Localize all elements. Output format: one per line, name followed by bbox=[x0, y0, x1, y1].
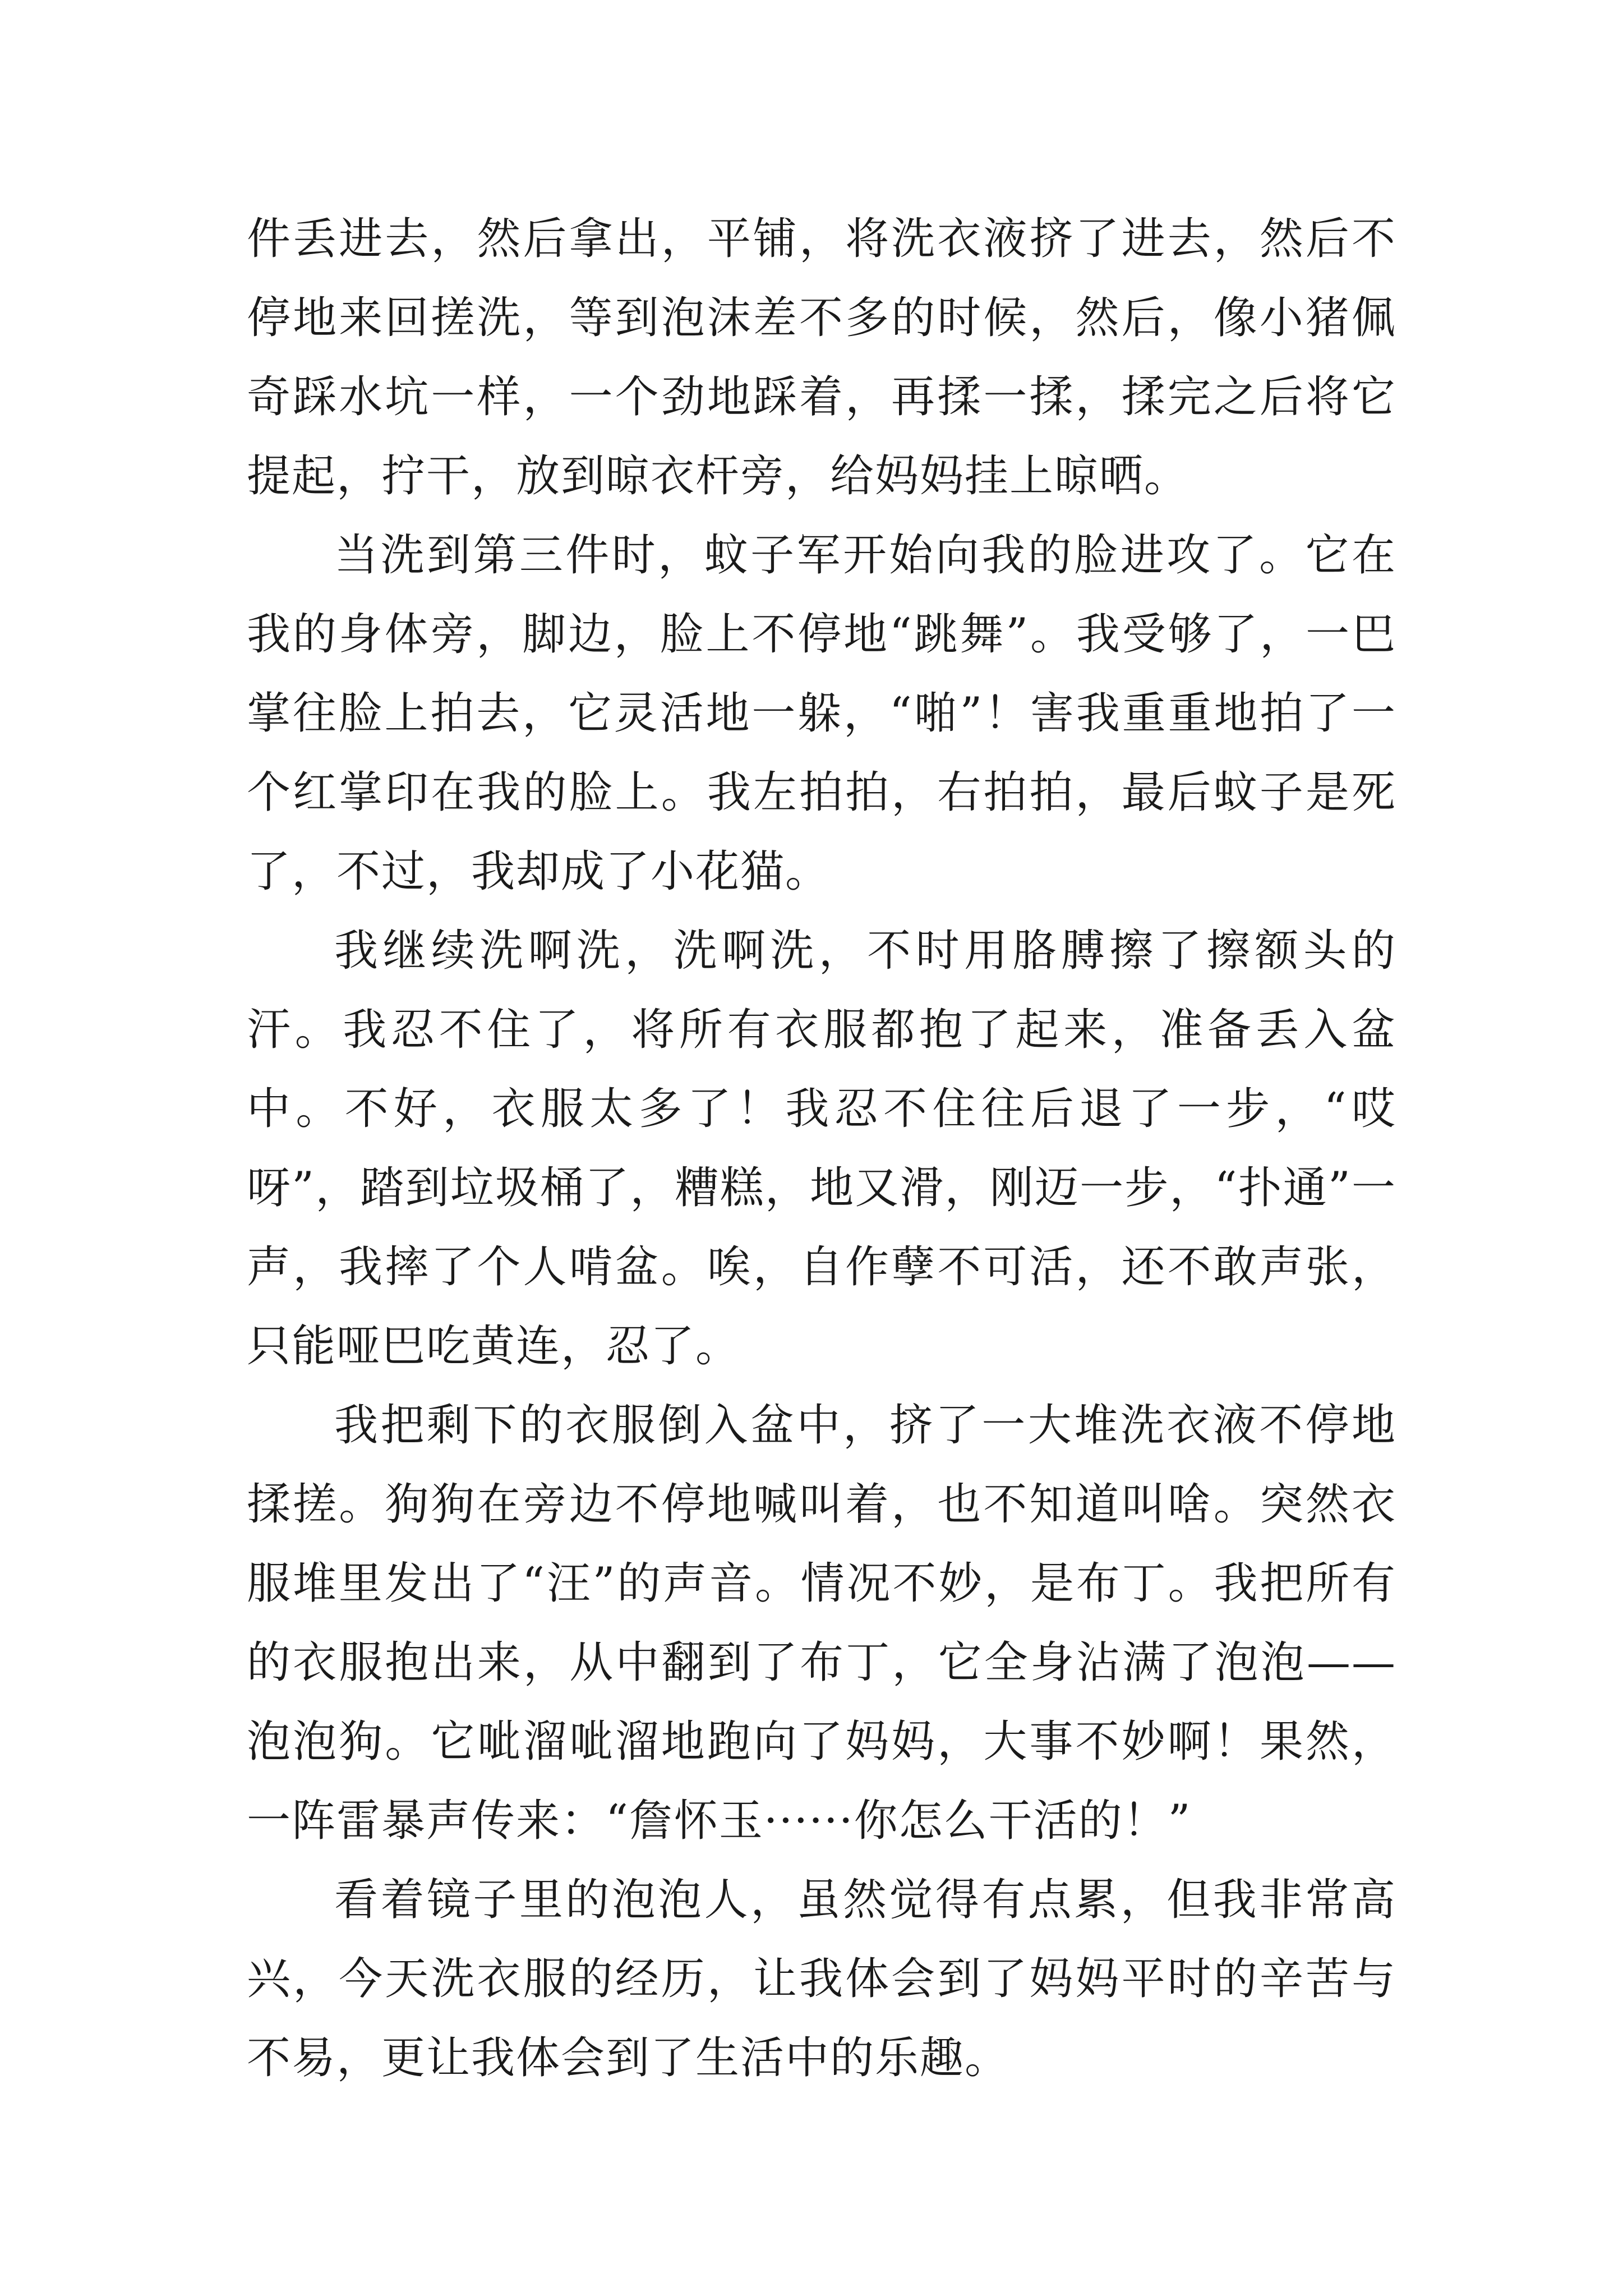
paragraph-1: 件丢进去，然后拿出，平铺，将洗衣液挤了进去，然后不停地来回搓洗，等到泡沫差不多的时候，然后，像小猪佩奇踩水坑一样，一个劲地踩着，再揉一揉，揉完之后将它提起，拧干，放到晾衣杆旁，给妈妈挂上晾晒。 bbox=[247, 214, 1396, 501]
paragraph-2: 当洗到第三件时，蚊子军开始向我的脸进攻了。它在我的身体旁，脚边，脸上不停地“跳舞”。我受够了，一巴掌往脸上拍去，它灵活地一躲，“啪”！害我重重地拍了一个红掌印在我的脸上。我左拍拍，右拍拍，最后蚊子是死了，不过，我却成了小花猫。 bbox=[247, 530, 1396, 897]
essay-body bbox=[247, 200, 1396, 2098]
paragraph-4: 我把剩下的衣服倒入盆中，挤了一大堆洗衣液不停地揉搓。狗狗在旁边不停地喊叫着，也不知道叫啥。突然衣服堆里发出了“汪”的声音。情况不妙，是布丁。我把所有的衣服抱出来，从中翻到了布丁，它全身沾满了泡泡——泡泡狗。它呲溜呲溜地跑向了妈妈，大事不妙啊！果然，一阵雷暴声传来：“詹怀玉······你怎么干活的！” bbox=[247, 1400, 1396, 1846]
paragraph-3: 我继续洗啊洗，洗啊洗，不时用胳膊擦了擦额头的汗。我忍不住了，将所有衣服都抱了起来，准备丢入盆中。不好，衣服太多了！我忍不住往后退了一步，“哎呀”，踏到垃圾桶了，糟糕，地又滑，刚迈一步，“扑通”一声，我摔了个人啃盆。唉，自作孽不可活，还不敢声张，只能哑巴吃黄连，忍了。 bbox=[247, 926, 1396, 1372]
paragraph-5: 看着镜子里的泡泡人，虽然觉得有点累，但我非常高兴，今天洗衣服的经历，让我体会到了妈妈平时的辛苦与不易，更让我体会到了生活中的乐趣。 bbox=[247, 1875, 1396, 2083]
